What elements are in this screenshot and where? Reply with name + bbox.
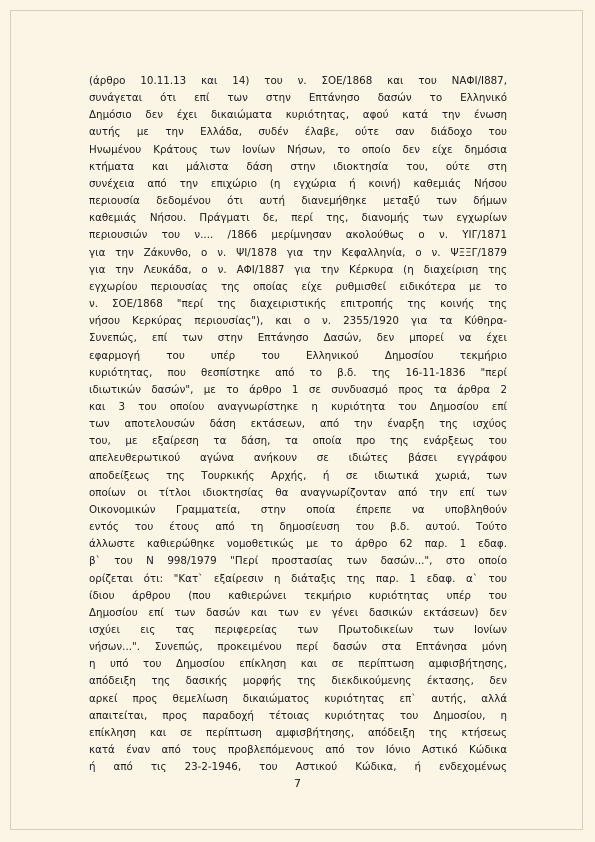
- text-line: απαιτείται, προς παραδοχή τέτοιας κυριότητας του Δημοσίου, η: [89, 709, 507, 722]
- text-line: οποίων οι τίτλοι ιδιοκτησίας θα αναγνωρίζονταν από την επί των: [89, 486, 507, 499]
- text-line: ισχύει εις τας περιφερείας των Πρωτοδικείων των Ιονίων: [89, 624, 507, 636]
- text-line: καθεμιάς Νήσου. Πράγματι δε, περί της, διανομής των εγχωρίων: [89, 212, 507, 225]
- text-line: κτήματα και μάλιστα δάση στην ιδιοκτησία του, ούτε στη: [89, 160, 507, 173]
- page-number: 7: [294, 777, 301, 790]
- text-line: νήσου Κερκύρας περιουσίας"), και ο ν. 2355/1920 για τα Κύθηρα-: [89, 315, 507, 328]
- text-line: αρκεί προς θεμελίωση δικαιώματος κυριότητας επ` αυτής, αλλά: [89, 692, 507, 705]
- text-line: (άρθρο 10.11.13 και 14) του ν. ΣΟΕ/1868 και του ΝΑΦΙ/Ι887,: [89, 75, 507, 87]
- text-line: επίκληση και σε περίπτωση αμφισβήτησης, απόδειξη της κτήσεως: [89, 726, 507, 739]
- text-line: άλλωστε καθιερώθηκε νομοθετικώς με το άρθρο 62 παρ. 1 εδαφ.: [89, 538, 507, 551]
- text-line: εφαρμογή του υπέρ του Ελληνικού Δημοσίου τεκμήριο: [89, 349, 507, 362]
- text-line: εντός του έτους από τη δημοσίευση του β.δ. αυτού. Τούτο: [89, 521, 507, 534]
- text-line: και 3 του οποίου αναγνωρίστηκε η κυριότητα του Δημοσίου επί: [89, 400, 507, 413]
- text-line: του, με εξαίρεση τα δάση, τα οποία προ της ενάρξεως του: [89, 435, 507, 448]
- text-line: Συνεπώς, επί των στην Επτάνησο Δασών, δεν μπορεί να έχει: [89, 332, 507, 345]
- text-line: για την Ζάκυνθο, ο ν. ΨΙ/1878 για την Κεφαλληνία, ο ν. ΨΞΞΓ/1879: [89, 246, 507, 259]
- text-line: Ηνωμένου Κράτους των Ιονίων Νήσων, το οποίο δεν είχε δημόσια: [89, 143, 507, 156]
- text-line: εγχωρίου περιουσίας της οποίας είχε ρυθμισθεί ειδικότερα με το: [89, 280, 507, 293]
- text-line: ορίζεται ότι: "Κατ` εξαίρεσιν η διάταξις της παρ. 1 εδαφ. α` του: [89, 572, 507, 585]
- text-line: απελευθερωτικού αγώνα ανήκουν σε ιδιώτες βάσει εγγράφου: [89, 452, 507, 465]
- text-line: απόδειξη της δασικής μορφής της διεκδικούμενης έκτασης, δεν: [89, 675, 507, 688]
- text-line: κυριότητας, που θεσπίστηκε από το β.δ. της 16-11-1836 "περί: [89, 366, 507, 379]
- text-line: αυτής με την Ελλάδα, συδέν έλαβε, ούτε σαν διάδοχο του: [89, 126, 507, 139]
- text-line: Δημόσιο δεν έχει δικαιώματα κυριότητας, αφού κατά την ένωση: [89, 109, 507, 122]
- text-line: ν. ΣΟΕ/1868 "περί της διαχειριστικής επιτροπής της κοινής της: [89, 298, 507, 311]
- text-line: ή από τις 23-2-1946, του Αστικού Κώδικα, ή ενδεχομένως: [89, 761, 507, 774]
- text-line: η υπό του Δημοσίου επίκληση και σε περίπτωση αμφισβήτησης,: [89, 658, 507, 671]
- text-line: ιδιωτικών δασών", με το άρθρο 1 σε συνδυασμό προς τα άρθρα 2: [89, 383, 507, 396]
- text-line: νήσων...". Συνεπώς, προκειμένου περί δασών στα Επτάνησα μόνη: [89, 641, 507, 654]
- text-line: περιουσία δεδομένου ότι αυτή διανεμήθηκε μεταξύ των δήμων: [89, 195, 507, 208]
- text-line: Δημοσίου επί των δασών και των εν γένει δασικών εκτάσεων) δεν: [89, 606, 507, 619]
- text-line: αποδείξεως της Τουρκικής Αρχής, ή σε ιδιωτικά χωριά, των: [89, 469, 507, 482]
- text-line: συνάγεται ότι επί των στην Επτάνησο δασών το Ελληνικό: [89, 92, 507, 105]
- text-line: συνέχεια από την επιχώριο (η εγχώρια ή κοινή) καθεμιάς Νήσου: [89, 177, 507, 190]
- text-line: για την Λευκάδα, ο ν. ΑΦΙ/1887 για την Κέρκυρα (η διαχείριση της: [89, 263, 507, 276]
- text-line: περιουσιών του ν.... /1866 μερίμνησαν ακολούθως ο ν. ΥΙΓ/1871: [89, 229, 507, 242]
- text-line: ίδιου άρθρου (που καθιερώνει τεκμήριο κυριότητας υπέρ του: [89, 589, 507, 602]
- text-line: κατά έναν από τους προβλεπόμενους από τον Ιόνιο Αστικό Κώδικα: [89, 744, 507, 757]
- text-line: Οικονομικών Γραμματεία, στην οποία έπρεπε να υποβληθούν: [89, 503, 507, 516]
- text-line: των αποτελουσών δάση εκτάσεων, από την έναρξη της ισχύος: [89, 418, 507, 431]
- text-line: β` του Ν 998/1979 "Περί προστασίας των δασών...", στο οποίο: [89, 555, 507, 568]
- document-body-text: [89, 73, 507, 776]
